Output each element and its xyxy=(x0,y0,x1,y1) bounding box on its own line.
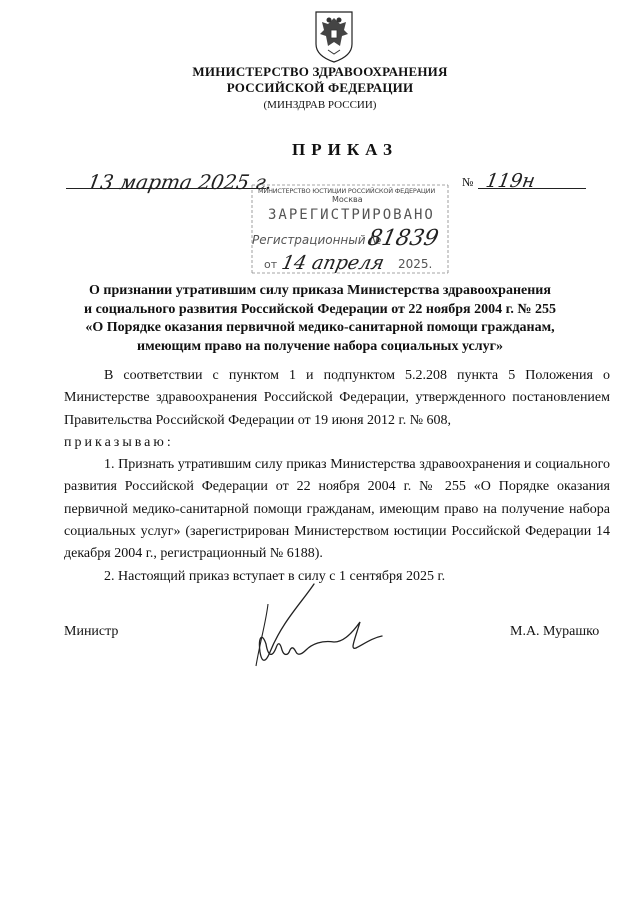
date-underline xyxy=(66,188,266,189)
order-date: 13 марта 2025 г. xyxy=(85,170,275,194)
heading-line: «О Порядке оказания первичной медико-санитарной помощи гражданам, xyxy=(85,320,555,335)
number-underline xyxy=(478,188,586,189)
stamp-regnum-label: Регистрационный № xyxy=(252,233,382,247)
item-1-paragraph: 1. Признать утратившим силу приказ Министерства здравоохранения и социального развития Российской Федерации от 22 ноября 2004 г. № 255 «О Порядке оказания первичной медико-санитарной помощи гражданам, имеющим право на получение набора социальных услуг» (зарегистрирован Министерством юстиции Российской Федерации 14 декабря 2004 г., регистрационный № 6188). xyxy=(64,457,610,562)
order-title: ПРИКАЗ xyxy=(292,140,398,159)
heading-line: О признании утратившим силу приказа Министерства здравоохранения xyxy=(89,283,551,298)
russian-coat-of-arms-icon xyxy=(308,6,360,64)
stamp-registered: ЗАРЕГИСТРИРОВАНО xyxy=(268,207,435,223)
order-number-label: № xyxy=(462,175,474,189)
order-number: 119н xyxy=(484,170,537,192)
heading-line: и социального развития Российской Федерации от 22 ноября 2004 г. № 255 xyxy=(84,301,556,317)
ministry-short-name: (МИНЗДРАВ РОССИИ) xyxy=(263,99,377,111)
stamp-city: Москва xyxy=(332,195,363,204)
document-heading xyxy=(40,282,600,356)
preamble-paragraph: В соответствии с пунктом 1 и подпунктом 5.2.208 пункта 5 Положения о Министерстве здравоохранения Российской Федерации, утвержденного постановлением Правительства Российской Федерации от 19 июня 2012 г. № 608, xyxy=(64,368,610,428)
stamp-ministry-line: МИНИСТЕРСТВО ЮСТИЦИИ РОССИЙСКОЙ ФЕДЕРАЦИИ xyxy=(258,187,435,195)
ministry-name-line2: РОССИЙСКОЙ ФЕДЕРАЦИИ xyxy=(226,80,414,95)
signatory-position: Министр xyxy=(64,624,119,639)
stamp-year: 2025. xyxy=(398,257,433,271)
order-word: приказываю: xyxy=(64,434,174,450)
document-body xyxy=(64,365,610,588)
stamp-regnum: 81839 xyxy=(365,226,441,251)
item-2-paragraph: 2. Настоящий приказ вступает в силу с 1 сентября 2025 г. xyxy=(104,568,446,584)
signatory-name: М.А. Мурашко xyxy=(510,624,600,639)
ministry-name-line1: МИНИСТЕРСТВО ЗДРАВООХРАНЕНИЯ xyxy=(192,64,448,79)
heading-line: имеющим право на получение набора социальных услуг» xyxy=(137,338,503,354)
handwritten-signature xyxy=(232,582,392,672)
stamp-date: 14 апреля xyxy=(279,252,387,274)
stamp-from-label: от xyxy=(264,258,278,271)
